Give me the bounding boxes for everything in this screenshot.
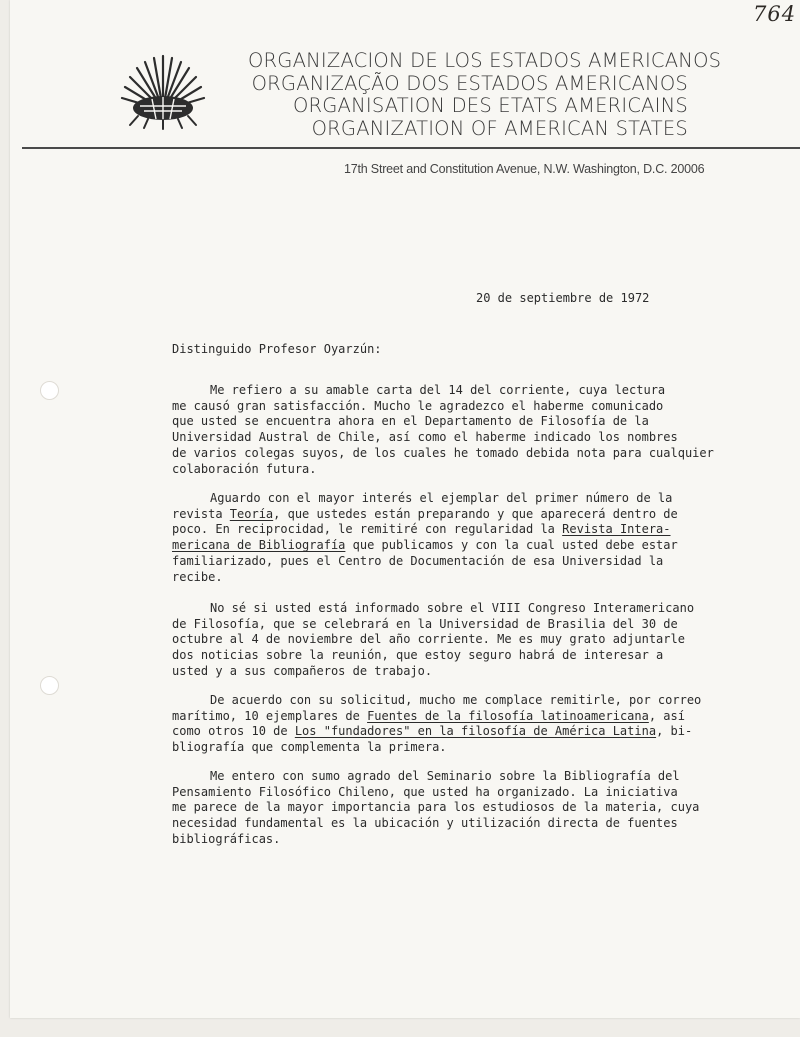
- text-line: de varios colegas suyos, de los cuales he tomado debida nota para cualquier: [172, 445, 714, 460]
- text-line: [172, 538, 678, 554]
- paragraph-3: [172, 601, 694, 680]
- text-line: No sé si usted está informado sobre el VIII Congreso Interamericano: [210, 601, 695, 615]
- letterhead-address: 17th Street and Constitution Avenue, N.W. Washington, D.C. 20006: [344, 162, 705, 176]
- book-title-fundadores: Los "fundadores" en la filosofía de América Latina: [294, 724, 657, 739]
- text-line: bibliográficas.: [172, 831, 281, 846]
- text-line: [172, 709, 701, 725]
- book-title-fuentes: Fuentes de la filosofía latinoamericana: [367, 708, 649, 723]
- org-name-french: ORGANISATION DES ETATS AMERICAINS: [292, 94, 688, 117]
- text-line: me parece de la mayor importancia para los estudiosos de la materia, cuya: [172, 800, 700, 815]
- text-fragment: marítimo, 10 ejemplares de: [172, 708, 368, 723]
- journal-title-teoria: Teoría: [229, 506, 274, 521]
- text-line: Me entero con sumo agrado del Seminario sobre la Bibliografía del: [210, 769, 680, 783]
- text-fragment: , que ustedes están preparando y que aparecerá dentro de: [273, 506, 678, 521]
- paragraph-2: [172, 491, 678, 585]
- letter-date: 20 de septiembre de 1972: [476, 291, 650, 305]
- text-line: recibe.: [172, 569, 223, 584]
- paragraph-1: [172, 383, 714, 477]
- letterhead-divider: [22, 147, 800, 149]
- text-line: [172, 724, 701, 740]
- text-line: de Filosofía, que se celebrará en la Universidad de Brasilia del 30 de: [172, 616, 678, 631]
- text-line: necesidad fundamental es la ubicación y utilización directa de fuentes: [172, 816, 678, 831]
- letter-page: [10, 0, 800, 1018]
- punch-hole: [40, 676, 59, 695]
- text-fragment: que publicamos y con la cual usted debe estar: [345, 538, 678, 553]
- oas-emblem-icon: [118, 50, 208, 130]
- text-line: colaboración futura.: [172, 461, 317, 476]
- org-name-english: ORGANIZATION OF AMERICAN STATES: [311, 116, 688, 140]
- text-line: me causó gran satisfacción. Mucho le agradezco el haberme comunicado: [172, 398, 664, 413]
- text-line: dos noticias sobre la reunión, que estoy seguro habrá de interesar a: [172, 648, 664, 663]
- salutation: Distinguido Profesor Oyarzún:: [172, 342, 382, 356]
- text-fragment: , así: [648, 708, 685, 723]
- text-line: bliografía que complementa la primera.: [172, 740, 447, 755]
- text-line: Pensamiento Filosófico Chileno, que usted ha organizado. La iniciativa: [172, 784, 678, 799]
- text-fragment: poco. En reciprocidad, le remitiré con regularidad la: [172, 522, 563, 537]
- text-line: Aguardo con el mayor interés el ejemplar del primer número de la: [210, 491, 673, 505]
- text-fragment: , bi-: [656, 724, 693, 739]
- org-name-spanish: ORGANIZACION DE LOS ESTADOS AMERICANOS: [248, 49, 722, 72]
- text-fragment: como otros 10 de: [172, 724, 295, 739]
- journal-title-revista-part2: mericana de Bibliografía: [172, 538, 346, 553]
- paragraph-4: [172, 693, 701, 756]
- text-line: familiarizado, pues el Centro de Documentación de esa Universidad la: [172, 553, 664, 568]
- org-name-portuguese: ORGANIZAÇÃO DOS ESTADOS AMERICANOS: [251, 71, 688, 95]
- text-line: usted y a sus compañeros de trabajo.: [172, 663, 433, 678]
- punch-hole: [40, 381, 59, 400]
- archive-number: 764: [753, 2, 797, 26]
- text-fragment: revista: [172, 506, 230, 521]
- text-line: [172, 522, 678, 538]
- journal-title-revista-part1: Revista Intera-: [562, 522, 671, 537]
- text-line: que usted se encuentra ahora en el Departamento de Filosofía de la: [172, 414, 649, 429]
- paragraph-5: [172, 769, 699, 848]
- text-line: octubre al 4 de noviembre del año corriente. Me es muy grato adjuntarle: [172, 632, 685, 647]
- organization-names: [248, 49, 722, 140]
- text-line: De acuerdo con su solicitud, mucho me complace remitirle, por correo: [210, 693, 702, 707]
- text-line: [172, 507, 678, 523]
- text-line: Me refiero a su amable carta del 14 del corriente, cuya lectura: [210, 383, 666, 397]
- text-line: Universidad Austral de Chile, así como el haberme indicado los nombres: [172, 430, 678, 445]
